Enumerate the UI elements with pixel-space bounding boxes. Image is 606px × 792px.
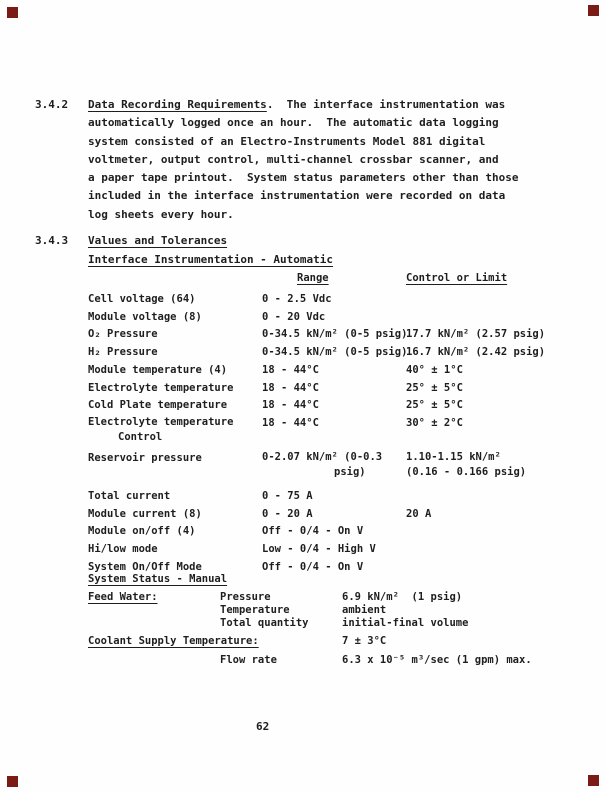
paragraph-line: voltmeter, output control, multi-channel crossbar scanner, and xyxy=(88,152,499,166)
corner-registration-mark xyxy=(588,775,599,786)
control-cell: 40° ± 1°C xyxy=(406,363,463,376)
range-cell: 0 - 2.5 Vdc xyxy=(262,293,332,305)
range-cell: 0 - 20 Vdc xyxy=(262,310,326,323)
range-cell: 18 - 44°C xyxy=(262,381,319,394)
table-row xyxy=(88,397,598,415)
manual-row xyxy=(88,591,588,604)
coolant-label: Coolant Supply Temperature: xyxy=(88,635,259,647)
table-row xyxy=(88,415,598,446)
manual-row xyxy=(88,617,588,630)
control-cell: 1.10-1.15 kN/m² (0.16 - 0.166 psig) xyxy=(406,450,527,479)
paragraph-line: automatically logged once an hour. The automatic data logging xyxy=(88,116,499,130)
control-cell: 25° ± 5°C xyxy=(406,399,463,412)
table-header-row xyxy=(88,272,598,291)
paragraph-line: log sheets every hour. xyxy=(88,207,234,221)
row-label: System On/Off Mode xyxy=(88,560,202,573)
coolant-value: 7 ± 3°C xyxy=(342,635,387,647)
section-343-heading: Values and Tolerances xyxy=(88,234,228,247)
table-row xyxy=(88,326,598,344)
paragraph-line xyxy=(88,96,518,114)
manual-row xyxy=(88,652,588,668)
section-342-paragraph xyxy=(88,96,518,224)
section-342-number: 3.4.2 xyxy=(35,98,69,111)
table-row xyxy=(88,541,598,559)
table-row xyxy=(88,344,598,362)
param-value: initial-final volume xyxy=(342,617,469,629)
row-label: Reservoir pressure xyxy=(88,451,202,464)
table-row xyxy=(88,506,598,524)
range-cell: 0-2.07 kN/m² (0-0.3 psig) xyxy=(262,450,383,479)
manual-section-heading: System Status - Manual xyxy=(88,573,228,585)
control-cell xyxy=(406,291,598,309)
range-cell: 0 - 20 A xyxy=(262,507,313,520)
range-cell: Low - 0/4 - High V xyxy=(262,543,376,556)
control-cell: 16.7 kN/m² (2.42 psig) xyxy=(406,346,546,359)
manual-row xyxy=(88,633,588,649)
table-row xyxy=(88,450,598,481)
row-label: O₂ Pressure xyxy=(88,328,158,341)
section-342-heading: Data Recording Requirements xyxy=(88,98,267,111)
corner-registration-mark xyxy=(7,776,18,787)
section-343-subheading: Interface Instrumentation - Automatic xyxy=(88,252,334,266)
row-label: Electrolyte temperature xyxy=(88,381,234,394)
range-cell: Off - 0/4 - On V xyxy=(262,560,364,573)
row-label: Module voltage (8) xyxy=(88,310,202,323)
range-cell: 0-34.5 kN/m² (0-5 psig) xyxy=(262,328,408,341)
section-343 xyxy=(35,232,333,269)
control-cell: 20 A xyxy=(406,507,432,520)
range-cell: Off - 0/4 - On V xyxy=(262,525,364,538)
row-label: Module on/off (4) xyxy=(88,525,196,538)
table-row xyxy=(88,488,598,506)
table-row xyxy=(88,291,598,309)
table-row xyxy=(88,380,598,398)
control-cell: 17.7 kN/m² (2.57 psig) xyxy=(406,328,546,341)
paragraph-line: system consisted of an Electro-Instruments Model 881 digital xyxy=(88,134,486,148)
row-label: Hi/low mode xyxy=(88,543,158,556)
range-column-header: Range xyxy=(297,272,329,284)
param-label: Flow rate xyxy=(220,654,277,666)
control-cell: 30° ± 2°C xyxy=(406,416,463,429)
paragraph-line: included in the interface instrumentation were recorded on data xyxy=(88,189,506,203)
paragraph-line: a paper tape printout. System status parameters other than those xyxy=(88,171,519,185)
row-label: Module temperature (4) xyxy=(88,363,228,376)
param-label: Total quantity xyxy=(220,617,309,629)
control-cell xyxy=(406,488,598,506)
control-column-header: Control or Limit xyxy=(406,272,508,284)
param-value: 6.3 x 10⁻⁵ m³/sec (1 gpm) max. xyxy=(342,654,532,666)
table-row xyxy=(88,523,598,541)
row-label: Cold Plate temperature xyxy=(88,399,228,412)
table-row xyxy=(88,309,598,327)
range-cell: 18 - 44°C xyxy=(262,363,319,376)
range-cell: 18 - 44°C xyxy=(262,416,319,429)
param-value: ambient xyxy=(342,604,387,616)
manual-section xyxy=(88,591,588,668)
section-343-number: 3.4.3 xyxy=(35,234,69,247)
row-label: Electrolyte temperature Control xyxy=(88,415,234,444)
param-label: Pressure xyxy=(220,591,271,603)
range-cell: 0-34.5 kN/m² (0-5 psig) xyxy=(262,346,408,359)
control-cell xyxy=(406,541,598,559)
section-342 xyxy=(35,96,518,224)
row-label: Module current (8) xyxy=(88,507,202,520)
control-cell xyxy=(406,523,598,541)
manual-row xyxy=(88,604,588,617)
param-label: Temperature xyxy=(220,604,290,616)
table-row xyxy=(88,362,598,380)
paragraph-text: . The interface instrumentation was xyxy=(266,98,506,111)
corner-registration-mark xyxy=(7,7,18,18)
row-label: Total current xyxy=(88,489,171,502)
corner-registration-mark xyxy=(588,5,599,16)
row-label: Cell voltage (64) xyxy=(88,293,196,305)
row-label: H₂ Pressure xyxy=(88,346,158,359)
param-value: 6.9 kN/m² (1 psig) xyxy=(342,591,463,603)
control-cell: 25° ± 5°C xyxy=(406,381,463,394)
values-table xyxy=(88,272,598,576)
page-number: 62 xyxy=(256,720,270,733)
control-cell xyxy=(406,559,598,577)
range-cell: 18 - 44°C xyxy=(262,399,319,412)
range-cell: 0 - 75 A xyxy=(262,489,313,502)
feed-water-label: Feed Water: xyxy=(88,591,158,603)
control-cell xyxy=(406,309,598,327)
